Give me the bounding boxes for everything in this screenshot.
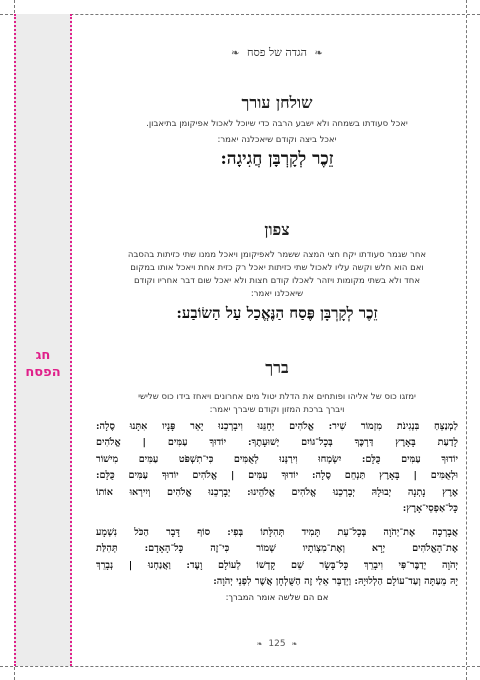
shulchan-instruction: יאכל סעודתו בשמחה ולא ישבע הרבה כדי שיוכל לאכול אפיקומן בתיאבון. bbox=[146, 119, 408, 129]
barech-closing-note: אם הם שלשה אומר המברך: bbox=[225, 593, 329, 603]
page-number bbox=[96, 639, 458, 649]
header-title: הגדה של פסח bbox=[246, 46, 308, 59]
ornament-icon: ❧ bbox=[256, 640, 263, 648]
section-heading-tzafun: צפון bbox=[264, 220, 290, 239]
psalm-line: אֶת־הָאֱלֹהִים יְרָא וְאֶת־מִצְוֹתָיו שְׁמוֹר כִּי־זֶה כָּל־הָאָדָם: תְּהִלַּת bbox=[96, 543, 458, 555]
psalm-line: לָדַעַת בָּאָרֶץ דַּרְכֶּךָ בְּכָל־גּוֹיִם יְשׁוּעָתֶךָ: יוֹדוּךָ עַמִּים | אֱלֹהִים bbox=[96, 437, 458, 449]
section-heading-barech: ברך bbox=[265, 358, 289, 377]
tzafun-line: אחר שגמר סעודתו יקח חצי המצה ששמר לאפיקומן ויאכל ממנו שתי כזיתות בהסבה bbox=[127, 250, 427, 260]
dotted-border-right bbox=[70, 14, 72, 666]
ornament-icon: ❧ bbox=[231, 48, 240, 59]
tzafun-instructions bbox=[96, 249, 458, 301]
section-heading-shulchan: שולחן עורך bbox=[241, 93, 313, 112]
right-guide-line bbox=[466, 0, 467, 680]
tzafun-recital: זֵכֶר לְקָרְבָּן פֶּסַח הַנֶּאֱכַל עַל הַשׂוֹבַע: bbox=[176, 304, 378, 322]
psalm-line: אֶרֶץ נָתְנָה יְבוּלָהּ יְבָרְכֵנוּ אֱלֹהִים אֱלֹהֵינוּ: יְבָרְכֵנוּ אֱלֹהִים וְיִירְאוּ אוֹתוֹ bbox=[96, 486, 458, 498]
psalm-line: יָהּ מֵעַתָּה וְעַד־עוֹלָם הַלְלוּיָהּ: וַיְדַבֵּר אֵלַי זֶה הַשֻּׁלְחָן אֲשֶׁר לִפְנֵי יְהֹוָה: bbox=[213, 576, 458, 588]
tzafun-line: שיאכלנו יאמר: bbox=[250, 289, 304, 299]
tzafun-line: ואם הוא חלש וקשה עליו לאכול שתי כזיתות יאכל רק כזית אחת ויאכל אותו במקום bbox=[130, 263, 424, 273]
ornament-icon: ❧ bbox=[314, 48, 323, 59]
tzafun-line: אחד ולא בשתי מקומות ויזהר לאכלו קודם חצות ולא יאכל שום דבר אחריו וקודם bbox=[133, 276, 421, 286]
psalm-passage-2 bbox=[96, 525, 458, 591]
psalm-line: לַמְנַצֵּחַ בִּנְגִינֹת מִזְמוֹר שִׁיר: אֱלֹהִים יְחָנֵּנוּ וִיבָרְכֵנוּ יָאֵר פָּנָיו אִתָּנוּ סֶלָה: bbox=[96, 421, 458, 432]
psalm-line: יוֹדוּךָ עַמִּים כֻּלָּם: יִשְׂמְחוּ וִירַנְּנוּ לְאֻמִּים כִּי־תִשְׁפֹּט עַמִּים מִישׁוֹר bbox=[96, 453, 458, 465]
dotted-border-left bbox=[14, 14, 16, 666]
sidebar-section-label bbox=[14, 347, 72, 381]
psalm-line: יְהֹוָה יְדַבֶּר־פִּי וִיבָרֵךְ כָּל־בָּשָׂר שֵׁם קָדְשׁוֹ לְעוֹלָם וָעֶד: וַאֲנַחְנוּ | נְבָרֵךְ bbox=[96, 559, 458, 571]
ornament-icon: ❧ bbox=[291, 640, 298, 648]
bottom-guide-line bbox=[0, 666, 480, 667]
shulchan-recital: זֵכֶר לְקָרְבָּן חֲגִיגָה: bbox=[220, 149, 334, 169]
running-header bbox=[96, 46, 458, 59]
psalm-line: וּלְאֻמִּים | בָּאָרֶץ תַּנְחֵם סֶלָה: יוֹדוּךָ עַמִּים | אֱלֹהִים יוֹדוּךָ עַמִּים כֻּלָּם: bbox=[96, 470, 458, 482]
sidebar-tab bbox=[14, 14, 72, 666]
shulchan-intro: יאכל ביצה וקודם שיאכלנה יאמר: bbox=[217, 135, 337, 145]
page-content bbox=[96, 14, 458, 666]
psalm-line: כָּל־אַפְסֵי־אָרֶץ: bbox=[402, 503, 458, 515]
barech-line: ויברך ברכת המזון וקודם שיברך יאמר: bbox=[209, 405, 345, 415]
sidebar-label-line2: הפסח bbox=[25, 365, 61, 380]
page-number-value: 125 bbox=[268, 639, 286, 649]
barech-instructions bbox=[96, 391, 458, 417]
sidebar-label-line1: חג bbox=[35, 348, 51, 363]
barech-line: ימזגו כוס של אליהו ופותחים את הדלת יטול מים אחרונים ויאחז בידו כוס שלישי bbox=[138, 392, 416, 402]
psalm-passage-1 bbox=[96, 419, 458, 517]
psalm-line: אֲבָרְכָה אֶת־יְהֹוָה בְּכָל־עֵת תָּמִיד תְּהִלָּתוֹ בְּפִי: סוֹף דָּבָר הַכֹּל נִשְׁמָע bbox=[96, 527, 458, 538]
